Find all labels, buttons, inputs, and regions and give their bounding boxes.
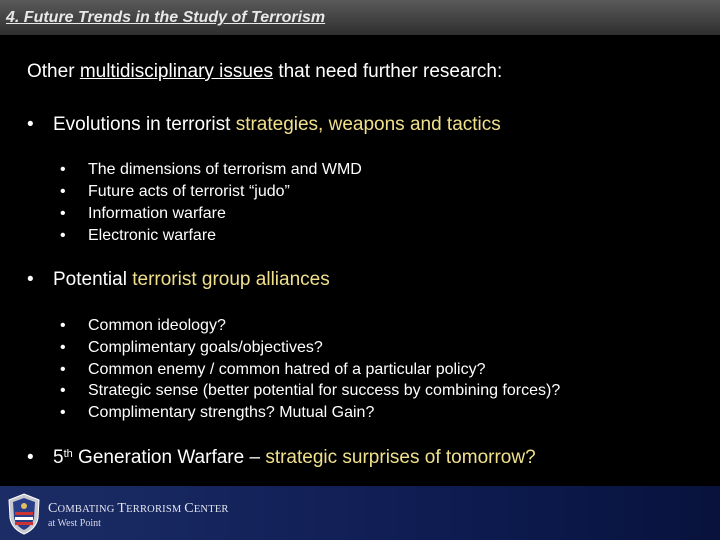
- sub-bullet: • Information warfare: [60, 205, 226, 222]
- bullet-dot: •: [27, 447, 34, 468]
- organization-name: COMBATING TERRORISM CENTER: [48, 501, 229, 516]
- bullet-alliances: • Potential terrorist group alliances: [27, 269, 330, 290]
- intro-text: Other multidisciplinary issues that need further research:: [27, 61, 503, 82]
- slide-title: 4. Future Trends in the Study of Terrorism: [6, 9, 326, 26]
- west-point-crest-icon: [6, 492, 42, 536]
- bullet-evolutions: • Evolutions in terrorist strategies, weapons and tactics: [27, 114, 501, 135]
- footer-bar: [0, 486, 720, 540]
- sub-bullet: • Future acts of terrorist “judo”: [60, 183, 290, 200]
- intro-underlined: multidisciplinary issues: [79, 61, 274, 82]
- sub-bullet: • Complimentary strengths? Mutual Gain?: [60, 404, 375, 421]
- sub-bullet: • Common enemy / common hatred of a particular policy?: [60, 361, 486, 378]
- bullet-dot: •: [27, 269, 34, 290]
- sub-bullet: • The dimensions of terrorism and WMD: [60, 161, 362, 178]
- bullet-dot: •: [27, 114, 34, 135]
- bullet-5th-generation: • 5th Generation Warfare – strategic surprises of tomorrow?: [27, 447, 536, 468]
- sub-bullet: • Complimentary goals/objectives?: [60, 339, 323, 356]
- sub-bullet: • Electronic warfare: [60, 227, 217, 244]
- sub-bullet: • Common ideology?: [60, 317, 226, 334]
- sub-bullet: • Strategic sense (better potential for success by combining forces)?: [60, 382, 561, 399]
- title-bar: [0, 0, 720, 35]
- organization-subtitle: at West Point: [48, 518, 101, 529]
